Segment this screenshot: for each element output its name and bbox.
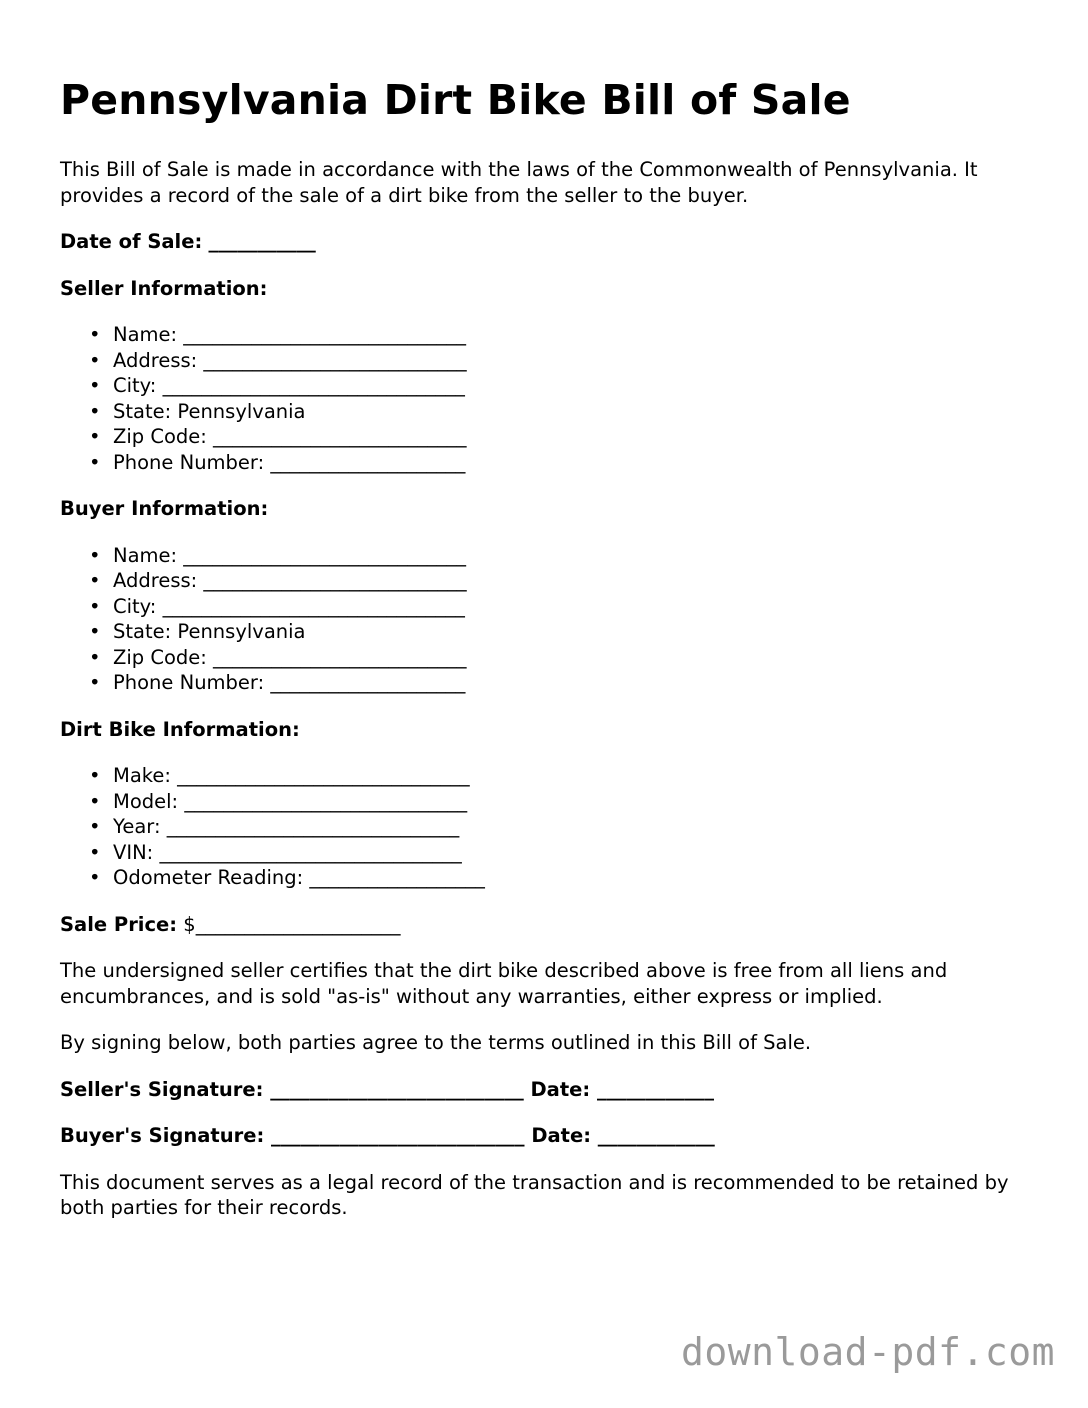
buyer-heading: Buyer Information: xyxy=(60,497,269,521)
agreement-paragraph: By signing below, both parties agree to the terms outlined in this Bill of Sale. xyxy=(60,1031,812,1055)
sale-price-blank: $_____________________ xyxy=(183,912,401,936)
bullet-icon: • xyxy=(89,425,101,449)
list-item xyxy=(89,865,1050,891)
bullet-icon: • xyxy=(89,323,101,347)
watermark: download-pdf.com xyxy=(680,1330,1055,1374)
bike-odometer-field: Odometer Reading: __________________ xyxy=(113,866,485,890)
list-item xyxy=(89,814,1050,840)
bike-vin-field: VIN: _______________________________ xyxy=(113,840,462,864)
bullet-icon: • xyxy=(89,671,101,695)
buyer-info-list xyxy=(60,543,1050,696)
bullet-icon: • xyxy=(89,399,101,423)
buyer-name-field: Name: _____________________________ xyxy=(113,543,467,567)
bike-heading: Dirt Bike Information: xyxy=(60,717,300,741)
buyer-city-field: City: _______________________________ xyxy=(113,594,465,618)
bullet-icon: • xyxy=(89,450,101,474)
bike-year-field: Year: ______________________________ xyxy=(113,815,460,839)
closing-paragraph: This document serves as a legal record of the transaction and is recommended to be retained by both parties for their records. xyxy=(60,1170,1009,1220)
list-item xyxy=(89,424,1050,450)
seller-signature-line: Seller's Signature: __________________________ Date: ____________ xyxy=(60,1077,714,1101)
seller-name-field: Name: _____________________________ xyxy=(113,323,467,347)
buyer-address-field: Address: ___________________________ xyxy=(113,569,467,593)
bullet-icon: • xyxy=(89,840,101,864)
bullet-icon: • xyxy=(89,764,101,788)
bullet-icon: • xyxy=(89,569,101,593)
bullet-icon: • xyxy=(89,815,101,839)
list-item xyxy=(89,568,1050,594)
document-page xyxy=(60,72,1050,1221)
bullet-icon: • xyxy=(89,594,101,618)
seller-city-field: City: _______________________________ xyxy=(113,374,465,398)
bullet-icon: • xyxy=(89,789,101,813)
date-of-sale-label: Date of Sale: xyxy=(60,230,203,254)
bullet-icon: • xyxy=(89,866,101,890)
list-item xyxy=(89,543,1050,569)
buyer-state-field: State: Pennsylvania xyxy=(113,620,306,644)
seller-heading: Seller Information: xyxy=(60,276,268,300)
list-item xyxy=(89,594,1050,620)
bike-model-field: Model: _____________________________ xyxy=(113,789,468,813)
list-item xyxy=(89,670,1050,696)
buyer-zip-field: Zip Code: __________________________ xyxy=(113,645,467,669)
buyer-signature-line: Buyer's Signature: __________________________ Date: ____________ xyxy=(60,1124,715,1148)
intro-paragraph: This Bill of Sale is made in accordance with the laws of the Commonwealth of Pennsylvania. It provides a record of the sale of a dirt bike from the seller to the buyer. xyxy=(60,158,978,207)
bullet-icon: • xyxy=(89,645,101,669)
bullet-icon: • xyxy=(89,543,101,567)
list-item xyxy=(89,619,1050,645)
date-of-sale-line xyxy=(60,229,1050,255)
list-item xyxy=(89,645,1050,671)
list-item xyxy=(89,763,1050,789)
list-item xyxy=(89,348,1050,374)
seller-phone-field: Phone Number: ____________________ xyxy=(113,450,466,474)
seller-info-list xyxy=(60,322,1050,475)
date-of-sale-blank: ___________ xyxy=(208,230,316,254)
list-item xyxy=(89,399,1050,425)
list-item xyxy=(89,789,1050,815)
list-item xyxy=(89,322,1050,348)
document-title: Pennsylvania Dirt Bike Bill of Sale xyxy=(60,76,851,124)
bike-make-field: Make: ______________________________ xyxy=(113,764,470,788)
list-item xyxy=(89,840,1050,866)
certification-paragraph: The undersigned seller certifies that the dirt bike described above is free from all liens and encumbrances, and is sold "as-is" without any warranties, either express or implied. xyxy=(60,959,948,1008)
sale-price-line xyxy=(60,912,1050,938)
list-item xyxy=(89,450,1050,476)
seller-zip-field: Zip Code: __________________________ xyxy=(113,425,467,449)
list-item xyxy=(89,373,1050,399)
buyer-phone-field: Phone Number: ____________________ xyxy=(113,671,466,695)
seller-state-field: State: Pennsylvania xyxy=(113,399,306,423)
bullet-icon: • xyxy=(89,374,101,398)
seller-address-field: Address: ___________________________ xyxy=(113,348,467,372)
sale-price-label: Sale Price: xyxy=(60,912,178,936)
bullet-icon: • xyxy=(89,348,101,372)
bike-info-list xyxy=(60,763,1050,891)
bullet-icon: • xyxy=(89,620,101,644)
